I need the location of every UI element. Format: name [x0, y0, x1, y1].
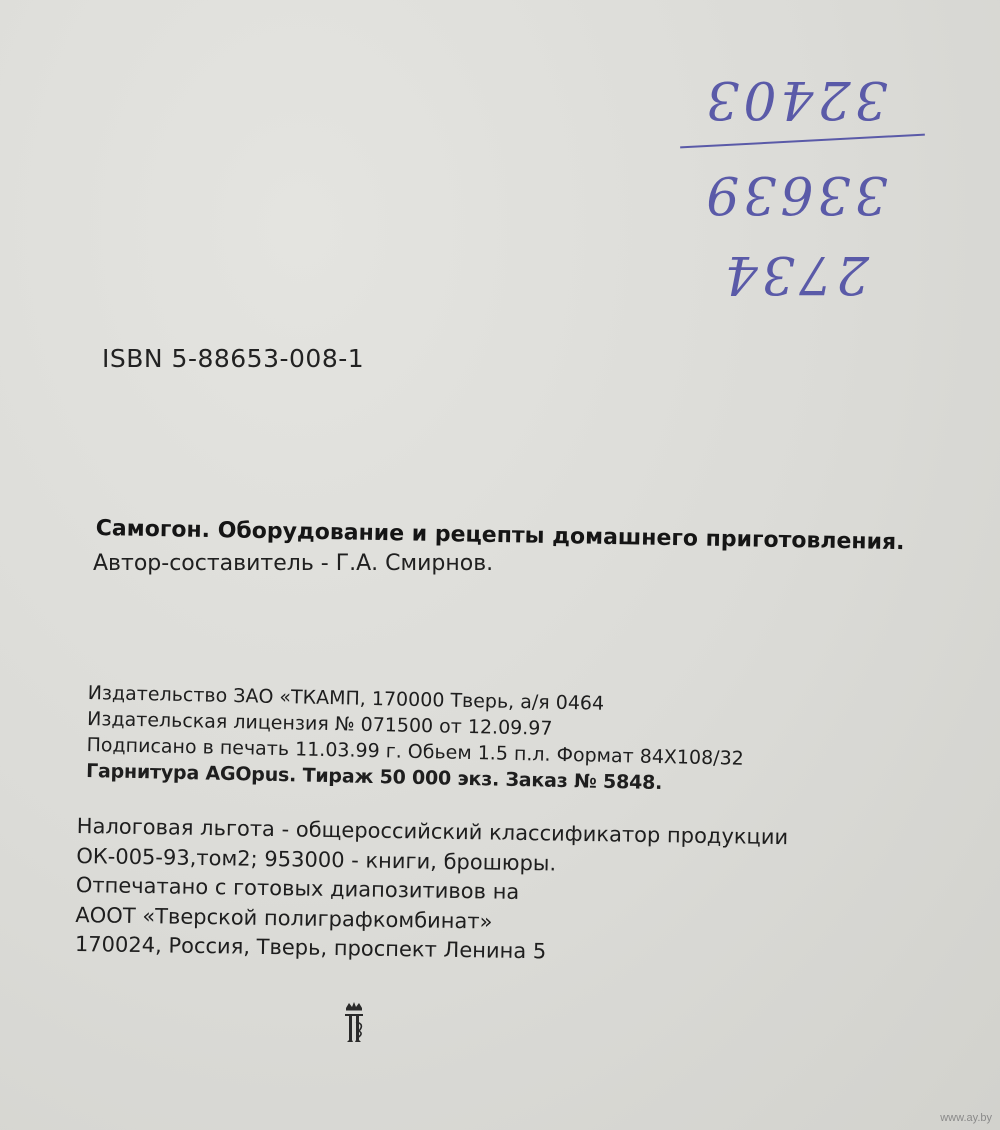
isbn: ISBN 5-88653-008-1 — [102, 344, 365, 373]
publisher-info — [86, 680, 848, 800]
handwritten-number-1: 2734 — [720, 244, 870, 304]
print-signed-line: Подписано в печать 11.03.99 г. Обьем 1.5 п.л. Формат 84Х108/32 — [86, 733, 744, 770]
printer-monogram-logo — [339, 1000, 369, 1050]
printing-house-line: АООТ «Тверской полиграфкомбинат» — [75, 902, 493, 934]
handwritten-underline — [680, 134, 925, 149]
publisher-line: Издательство ЗАО «ТКАМП, 170000 Тверь, а/я 0464 — [87, 681, 605, 715]
watermark: www.ay.by — [940, 1112, 992, 1124]
tax-benefit-line: Налоговая льгота - общероссийский классификатор продукции — [76, 813, 789, 850]
handwritten-number-2: 33639 — [702, 164, 888, 224]
printed-from-line: Отпечатано с готовых диапозитивов на — [75, 872, 520, 904]
handwritten-number-3: 32403 — [702, 69, 888, 129]
classifier-line: ОК-005-93,том2; 953000 - книги, брошюры. — [76, 843, 557, 876]
book-author: Автор-составитель - Г.А. Смирнов. — [93, 551, 494, 576]
handwritten-inventory-numbers — [660, 50, 930, 304]
address-line: 170024, Россия, Тверь, проспект Ленина 5 — [74, 931, 547, 964]
license-line: Издательская лицензия № 071500 от 12.09.97 — [86, 707, 553, 740]
printing-info — [75, 812, 917, 973]
book-title: Самогон. Оборудование и рецепты домашнего приготовления. — [95, 516, 905, 556]
typeface-circulation-line: Гарнитура AGOpus. Тираж 50 000 экз. Заказ № 5848. — [85, 759, 663, 795]
